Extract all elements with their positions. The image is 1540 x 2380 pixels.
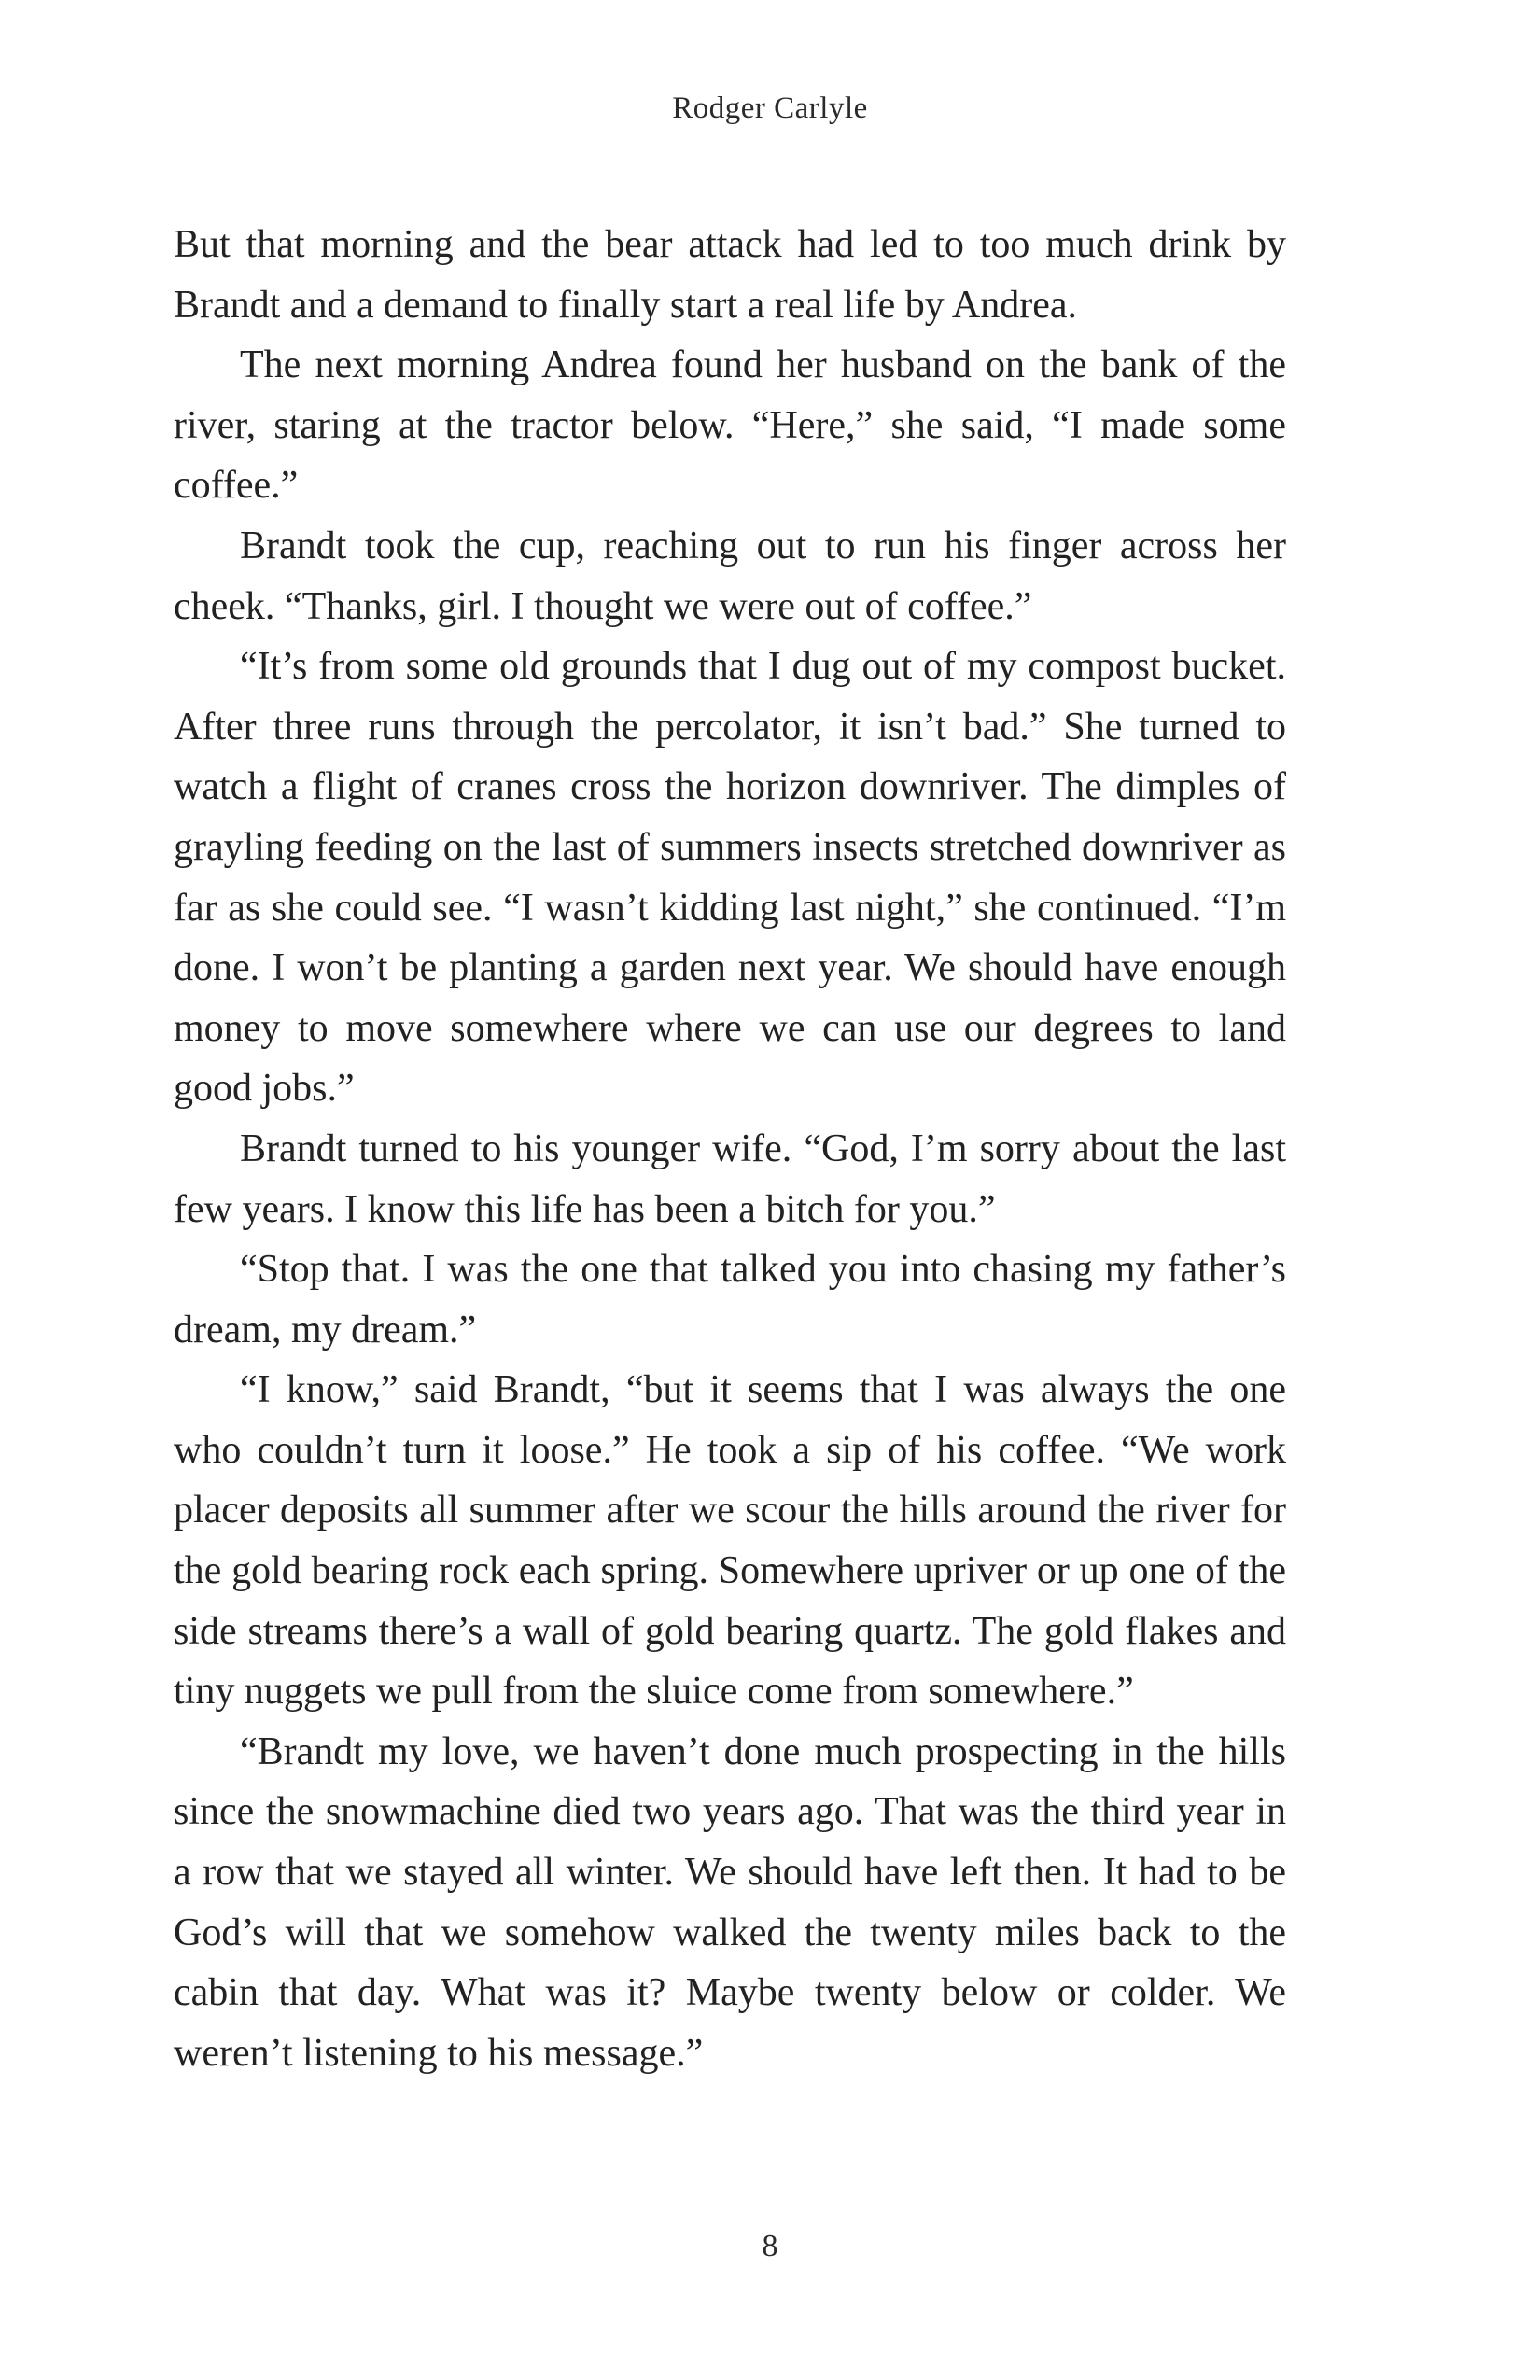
paragraph: The next morning Andrea found her husband on the bank of the river, staring at the tractor below. “Here,” she said, “I made some coffee.” [174, 343, 1286, 508]
paragraph: “Brandt my love, we haven’t done much prospecting in the hills since the snowmachine died two years ago. That was the third year in a row that we stayed all winter. We should have left then. It had to be God’s will that we somehow walked the twenty miles back to the cabin that day. What was it? Maybe twenty below or colder. We weren’t listening to his message.” [174, 1729, 1286, 2075]
paragraph: Brandt turned to his younger wife. “God, I’m sorry about the last few years. I know this life has been a bitch for you.” [174, 1127, 1286, 1231]
paragraph: “Stop that. I was the one that talked you into chasing my father’s dream, my dream.” [174, 1248, 1286, 1351]
body-text [174, 215, 1286, 2083]
paragraph: Brandt took the cup, reaching out to run his finger across her cheek. “Thanks, girl. I thought we were out of coffee.” [174, 524, 1286, 628]
paragraph: “I know,” said Brandt, “but it seems that I was always the one who couldn’t turn it loose.” He took a sip of his coffee. “We work placer deposits all summer after we scour the hills around the river for the gold bearing rock each spring. Somewhere upriver or up one of the side streams there’s a wall of gold bearing quartz. The gold flakes and tiny nuggets we pull from the sluice come from somewhere.” [174, 1368, 1286, 1714]
paragraph: But that morning and the bear attack had led to too much drink by Brandt and a demand to finally start a real life by Andrea. [174, 223, 1286, 327]
running-head-author: Rodger Carlyle [672, 91, 868, 125]
page-number: 8 [762, 2229, 778, 2263]
paragraph: “It’s from some old grounds that I dug out of my compost bucket. After three runs through the percolator, it isn’t bad.” She turned to watch a flight of cranes cross the horizon downriver. The dimples of grayling feeding on the last of summers insects stretched downriver as far as she could see. “I wasn’t kidding last night,” she continued. “I’m done. I won’t be planting a garden next year. We should have enough money to move somewhere where we can use our degrees to land good jobs.” [174, 645, 1286, 1111]
